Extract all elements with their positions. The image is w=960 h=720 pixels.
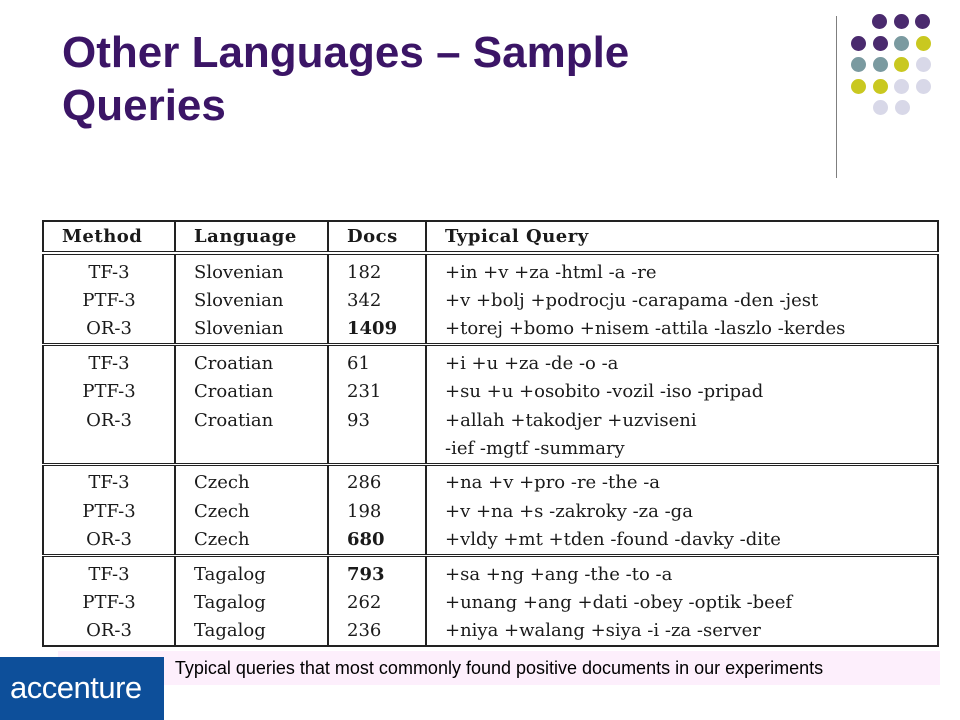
query-table-image — [42, 220, 939, 642]
cell-query: +niya +walang +siya -i -za -server — [426, 617, 938, 646]
cell-docs: 680 — [328, 526, 426, 556]
table-row — [43, 497, 938, 525]
cell-method: PTF-3 — [43, 286, 175, 314]
cell-language: Croatian — [175, 378, 328, 406]
table-row — [43, 555, 938, 588]
decorative-dot — [916, 79, 931, 94]
accenture-logo — [0, 657, 164, 720]
cell-method: PTF-3 — [43, 497, 175, 525]
cell-query: +na +v +pro -re -the -a — [426, 464, 938, 497]
cell-method: OR-3 — [43, 406, 175, 434]
cell-language: Croatian — [175, 345, 328, 378]
cell-query: +v +bolj +podrocju -carapama -den -jest — [426, 286, 938, 314]
cell-query: +allah +takodjer +uzviseni — [426, 406, 938, 434]
table-row — [43, 345, 938, 378]
table-row — [43, 434, 938, 464]
cell-docs: 262 — [328, 588, 426, 616]
decorative-dot — [916, 57, 931, 72]
cell-docs: 198 — [328, 497, 426, 525]
cell-docs: 61 — [328, 345, 426, 378]
decorative-dot — [895, 100, 910, 115]
cell-language: Slovenian — [175, 315, 328, 345]
cell-language — [175, 434, 328, 464]
cell-language: Tagalog — [175, 617, 328, 646]
cell-language: Slovenian — [175, 253, 328, 286]
decorative-dot — [894, 79, 909, 94]
cell-docs: 231 — [328, 378, 426, 406]
decorative-dot — [873, 36, 888, 51]
cell-query: +unang +ang +dati -obey -optik -beef — [426, 588, 938, 616]
table-row — [43, 464, 938, 497]
cell-language: Tagalog — [175, 588, 328, 616]
table-row — [43, 315, 938, 345]
cell-method: TF-3 — [43, 464, 175, 497]
decorative-dot — [873, 57, 888, 72]
cell-method: TF-3 — [43, 253, 175, 286]
cell-method: PTF-3 — [43, 588, 175, 616]
cell-language: Czech — [175, 526, 328, 556]
table-row — [43, 286, 938, 314]
cell-docs: 342 — [328, 286, 426, 314]
decorative-dot — [873, 100, 888, 115]
decorative-dot — [916, 36, 931, 51]
cell-query: +torej +bomo +nisem -attila -laszlo -kerdes — [426, 315, 938, 345]
decorative-dot — [851, 57, 866, 72]
cell-docs — [328, 434, 426, 464]
cell-language: Croatian — [175, 406, 328, 434]
cell-query: -ief -mgtf -summary — [426, 434, 938, 464]
cell-method: OR-3 — [43, 617, 175, 646]
cell-query: +i +u +za -de -o -a — [426, 345, 938, 378]
header-language: Language — [175, 221, 328, 253]
cell-docs: 236 — [328, 617, 426, 646]
decorative-dot — [894, 36, 909, 51]
title-divider — [836, 16, 837, 178]
decorative-dot — [894, 57, 909, 72]
cell-query: +in +v +za -html -a -re — [426, 253, 938, 286]
cell-query: +vldy +mt +tden -found -davky -dite — [426, 526, 938, 556]
table-row — [43, 406, 938, 434]
cell-docs: 1409 — [328, 315, 426, 345]
table-row — [43, 526, 938, 556]
cell-method: PTF-3 — [43, 378, 175, 406]
table-header-row — [43, 221, 938, 253]
cell-query: +su +u +osobito -vozil -iso -pripad — [426, 378, 938, 406]
header-docs: Docs — [328, 221, 426, 253]
decorative-dot — [872, 14, 887, 29]
cell-docs: 286 — [328, 464, 426, 497]
cell-docs: 793 — [328, 555, 426, 588]
table-row — [43, 253, 938, 286]
slide-caption: Typical queries that most commonly found positive documents in our experiments — [58, 651, 940, 685]
table-row — [43, 378, 938, 406]
cell-query: +v +na +s -zakroky -za -ga — [426, 497, 938, 525]
cell-query: +sa +ng +ang -the -to -a — [426, 555, 938, 588]
decorative-dot — [915, 14, 930, 29]
decorative-dot — [873, 79, 888, 94]
decorative-dot — [851, 79, 866, 94]
query-table — [42, 220, 939, 647]
cell-method: TF-3 — [43, 555, 175, 588]
header-typical-query: Typical Query — [426, 221, 938, 253]
cell-docs: 182 — [328, 253, 426, 286]
cell-method — [43, 434, 175, 464]
header-method: Method — [43, 221, 175, 253]
table-row — [43, 588, 938, 616]
decorative-dot — [851, 36, 866, 51]
cell-method: TF-3 — [43, 345, 175, 378]
slide-title: Other Languages – Sample Queries — [62, 28, 630, 130]
cell-method: OR-3 — [43, 526, 175, 556]
cell-docs: 93 — [328, 406, 426, 434]
logo-wordmark: accenture — [10, 670, 142, 705]
cell-language: Czech — [175, 497, 328, 525]
table-row — [43, 617, 938, 646]
cell-method: OR-3 — [43, 315, 175, 345]
decorative-dot — [894, 14, 909, 29]
cell-language: Tagalog — [175, 555, 328, 588]
cell-language: Slovenian — [175, 286, 328, 314]
cell-language: Czech — [175, 464, 328, 497]
